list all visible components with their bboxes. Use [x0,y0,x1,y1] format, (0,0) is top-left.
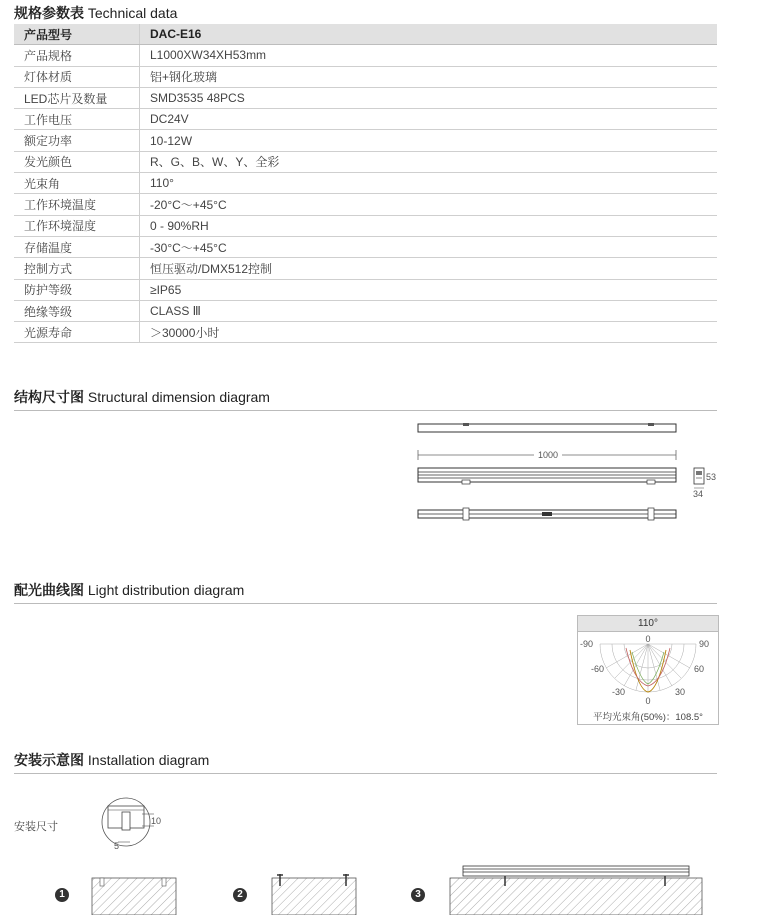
installation-section-title [14,750,209,770]
structure-divider [14,410,717,411]
installation-title-cn: 安装示意图 [14,752,84,768]
distribution-divider [14,603,717,604]
installation-size-label: 安装尺寸 [14,821,58,833]
tech-row-label: 光源寿命 [14,322,140,343]
tech-row [14,109,717,130]
dim-10-label: 10 [151,816,162,826]
dim-5-label: 5 [114,841,120,851]
distribution-title-en: Light distribution diagram [87,582,245,598]
tech-row [14,130,717,151]
tech-row-label: 存储温度 [14,236,140,257]
tech-row-label: 工作环境温度 [14,194,140,215]
polar-plot [578,632,718,708]
tech-row [14,236,717,257]
tech-row-value: -20°C～+45°C [140,194,718,215]
tech-row-label: 防护等级 [14,279,140,300]
tech-row-label: 工作环境湿度 [14,215,140,236]
angle-label-left-60: -60 [591,664,605,674]
tech-row-value: 10-12W [140,130,718,151]
tech-row [14,173,717,194]
end-profile [693,468,716,499]
step-2-illustration [272,874,356,915]
tech-row-label: 绝缘等级 [14,300,140,321]
side-view [418,468,676,484]
tech-title-en: Technical data [87,5,178,21]
step-3-badge: 3 [411,888,425,902]
distribution-section-title [14,580,244,600]
tech-row-value: 恒压驱动/DMX512控制 [140,258,718,279]
tech-row-label: 发光颜色 [14,151,140,172]
tech-row-label: 控制方式 [14,258,140,279]
tech-row-label: 产品型号 [14,24,140,45]
angle-label-left-30: -30 [612,687,626,697]
tech-row-label: 光束角 [14,173,140,194]
tech-row-label: LED芯片及数量 [14,87,140,108]
tech-row-value: 110° [140,173,718,194]
installation-steps-diagram [0,862,759,915]
length-dimension [418,449,676,460]
tech-row-label: 灯体材质 [14,66,140,87]
tech-row-value: ≥IP65 [140,279,718,300]
tech-row-value: -30°C～+45°C [140,236,718,257]
angle-label-left-90: -90 [580,639,594,649]
structure-section-title [14,387,270,407]
tech-data-table [14,24,717,343]
tech-row [14,151,717,172]
tech-row [14,300,717,321]
structure-title-cn: 结构尺寸图 [14,389,84,405]
tech-row [14,279,717,300]
tech-row [14,215,717,236]
tech-row [14,194,717,215]
tech-row-value: DAC-E16 [140,24,718,45]
tech-row-label: 工作电压 [14,109,140,130]
distribution-chart [577,615,719,725]
tech-row [14,45,717,66]
tech-row-value: CLASS Ⅲ [140,300,718,321]
angle-label-top: 0 [645,634,651,644]
height-label: 53 [706,472,717,482]
tech-row [14,322,717,343]
installation-size-detail [98,796,168,856]
width-label: 34 [693,489,704,499]
tech-row [14,258,717,279]
tech-row-value: R、G、B、W、Y、全彩 [140,151,718,172]
installation-divider [14,773,717,774]
tech-title-cn: 规格参数表 [14,5,84,21]
distribution-header: 110° [578,616,718,632]
tech-row-value: 0 - 90%RH [140,215,718,236]
step-1-illustration [92,878,176,915]
tech-row [14,87,717,108]
angle-label-right-30: 30 [675,687,686,697]
tech-row-value: DC24V [140,109,718,130]
structure-title-en: Structural dimension diagram [87,389,270,405]
structural-diagram [410,418,730,528]
tech-row-value: SMD3535 48PCS [140,87,718,108]
tech-row-value: ＞30000小时 [140,322,718,343]
distribution-title-cn: 配光曲线图 [14,582,84,598]
angle-label-right-60: 60 [694,664,705,674]
top-view [418,423,676,432]
bottom-view [418,508,676,520]
angle-label-bottom: 0 [645,696,651,706]
installation-title-en: Installation diagram [87,752,210,768]
tech-section-title [14,3,177,23]
tech-row [14,66,717,87]
tech-row-label: 产品规格 [14,45,140,66]
tech-row-label: 额定功率 [14,130,140,151]
distribution-caption: 平均光束角(50%)：108.5° [593,712,703,723]
tech-row-value: 铝+钢化玻璃 [140,66,718,87]
step-3-illustration [450,866,702,915]
tech-row-value: L1000XW34XH53mm [140,45,718,66]
angle-label-right-90: 90 [699,639,710,649]
length-label: 1000 [537,450,559,460]
step-1-badge: 1 [55,888,69,902]
tech-header-row [14,24,717,45]
step-2-badge: 2 [233,888,247,902]
